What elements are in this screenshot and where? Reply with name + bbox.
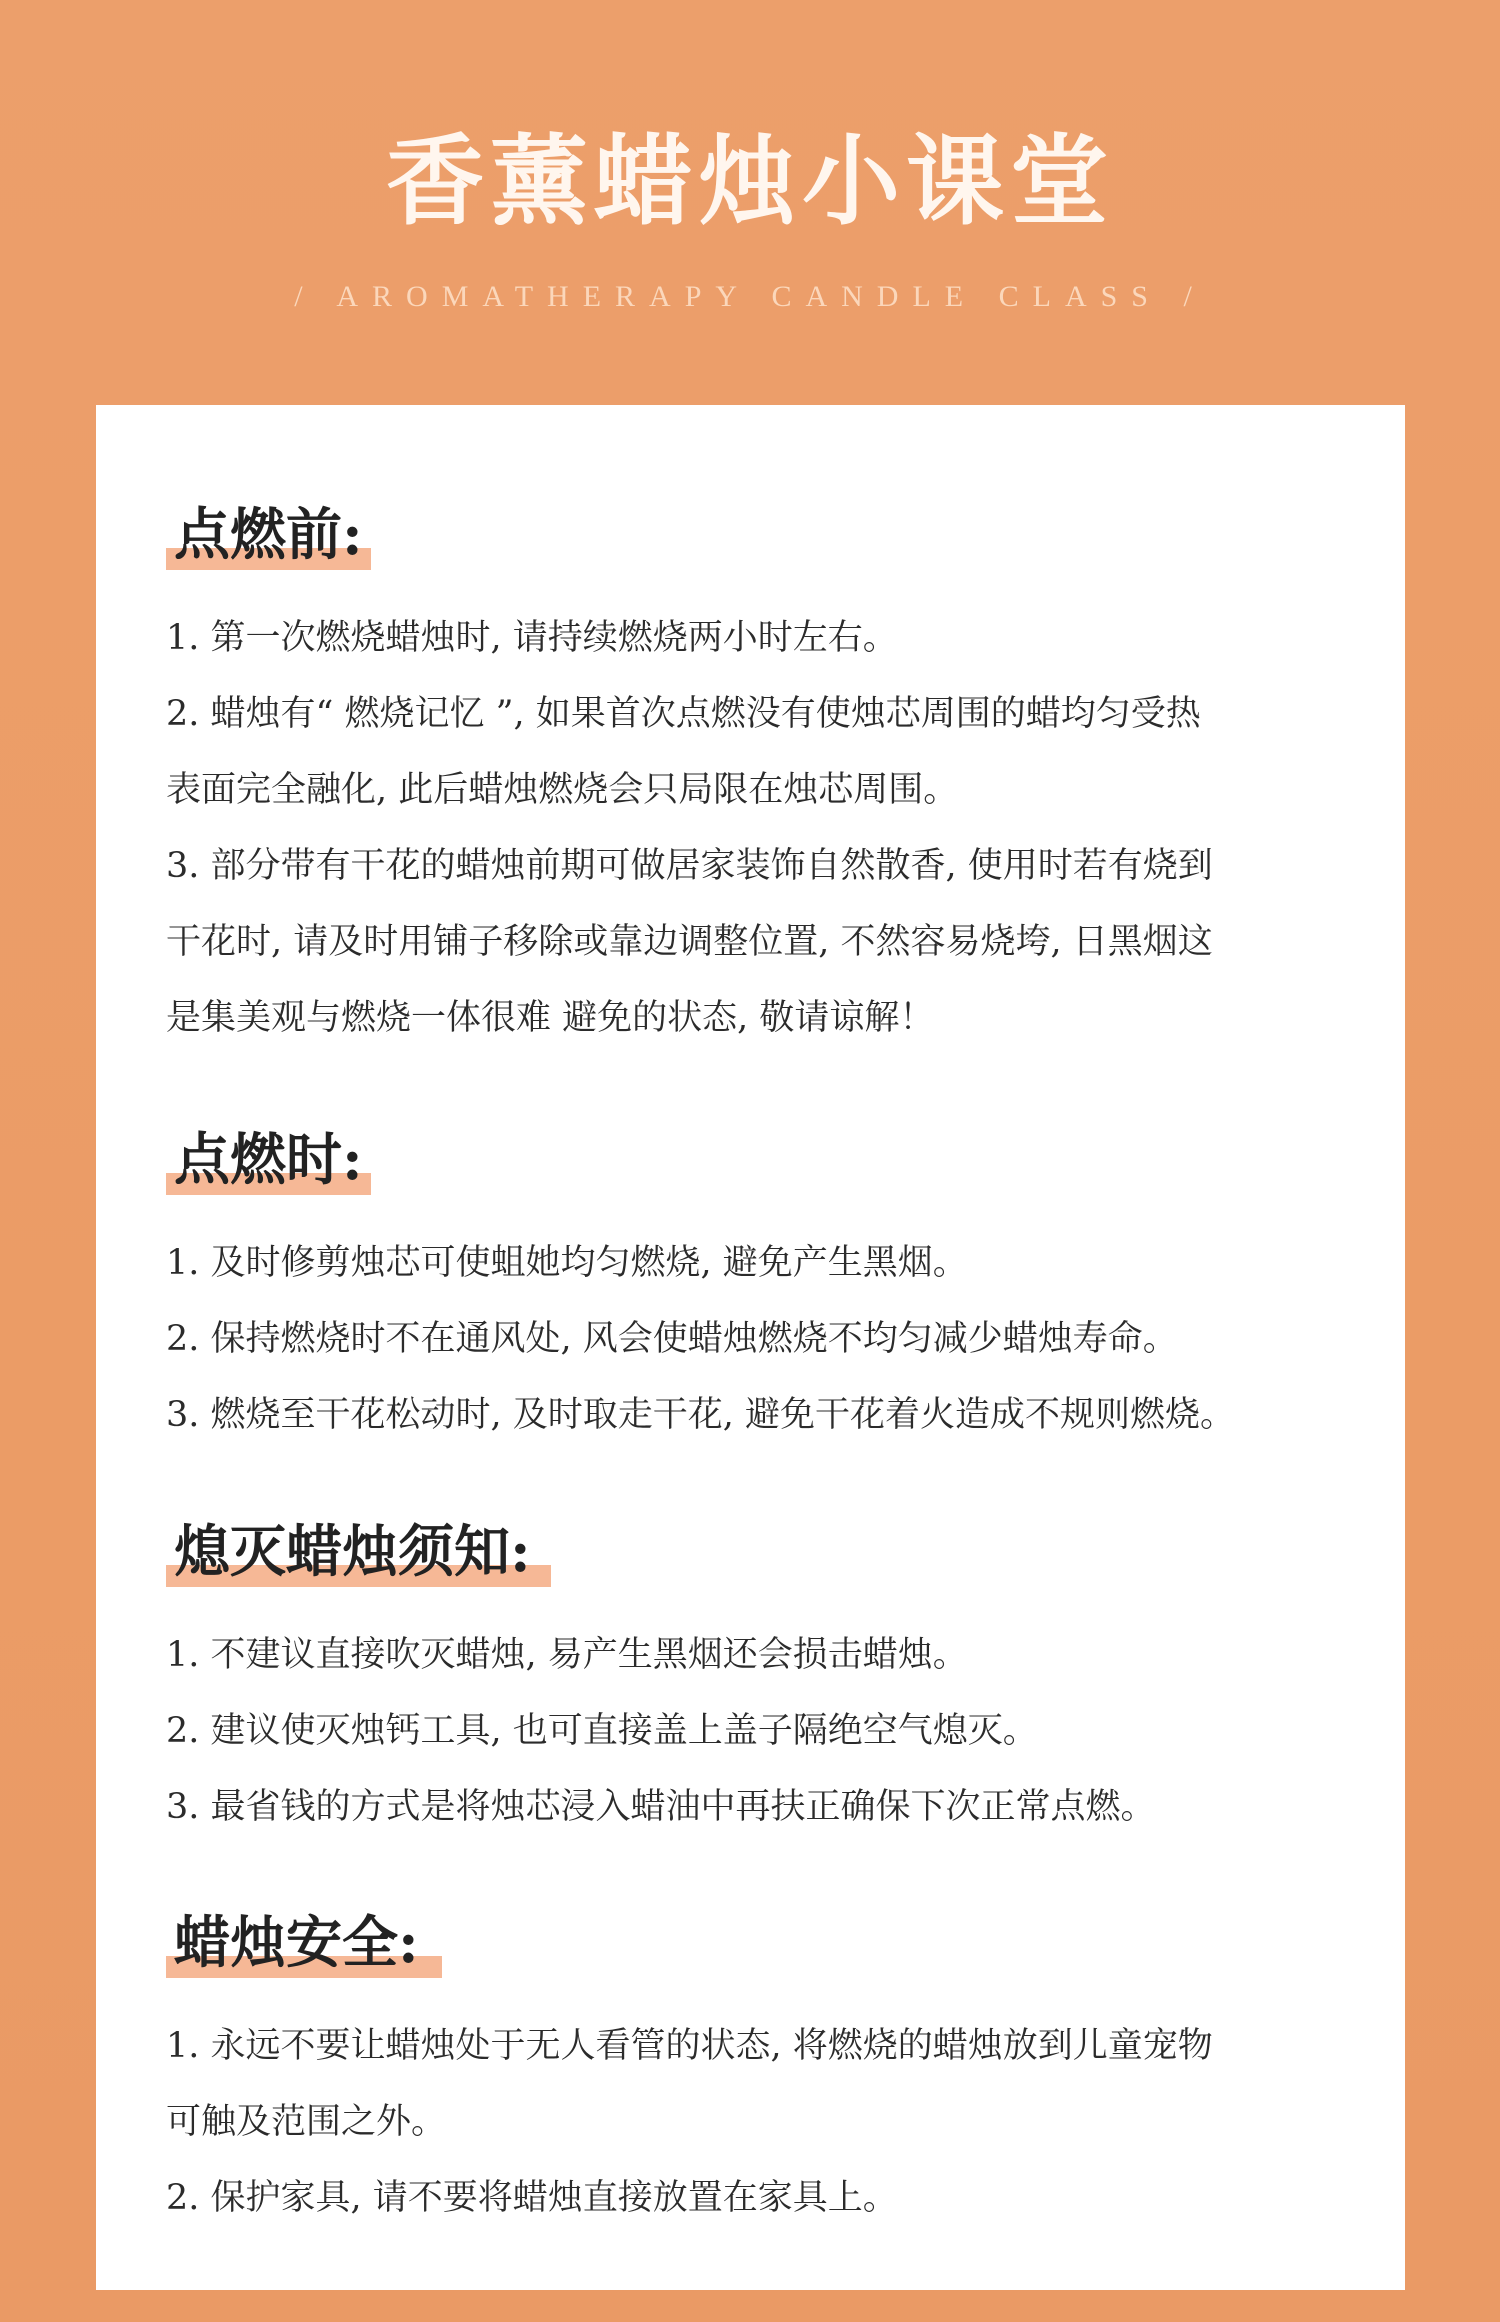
content-card — [96, 405, 1405, 2290]
section-line: 3. 燃烧至干花松动时, 及时取走干花, 避免干花着火造成不规则燃烧。 — [166, 1395, 1236, 1435]
section-line: 干花时, 请及时用铺子移除或靠边调整位置, 不然容易烧垮, 日黑烟这 — [166, 922, 1213, 962]
section-line: 1. 第一次燃烧蜡烛时, 请持续燃烧两小时左右。 — [166, 618, 898, 658]
section-heading-wrap — [166, 1125, 363, 1203]
section-candle-safety — [166, 1908, 1366, 2236]
section-line: 2. 保护家具, 请不要将蜡烛直接放置在家具上。 — [166, 2178, 898, 2218]
section-lines — [166, 1617, 1366, 1845]
section-heading: 点燃前: — [174, 502, 363, 568]
section-line: 3. 最省钱的方式是将烛芯浸入蜡油中再扶正确保下次正常点燃。 — [166, 1787, 1156, 1827]
section-before-lighting — [166, 500, 1366, 1056]
section-extinguish — [166, 1517, 1366, 1845]
section-line: 2. 保持燃烧时不在通风处, 风会使蜡烛燃烧不均匀减少蜡烛寿命。 — [166, 1319, 1178, 1359]
section-line: 1. 永远不要让蜡烛处于无人看管的状态, 将燃烧的蜡烛放到儿童宠物 — [166, 2026, 1213, 2066]
section-heading-wrap — [166, 500, 363, 578]
section-heading: 点燃时: — [174, 1127, 363, 1193]
section-line: 2. 蜡烛有“ 燃烧记忆 ”, 如果首次点燃没有使烛芯周围的蜡均匀受热 — [166, 694, 1201, 734]
page-title: 香薰蜡烛小课堂 — [385, 124, 1114, 239]
section-line: 表面完全融化, 此后蜡烛燃烧会只局限在烛芯周围。 — [166, 770, 959, 810]
section-heading: 熄灭蜡烛须知: — [174, 1519, 531, 1585]
section-heading-wrap — [166, 1908, 419, 1986]
section-line: 可触及范围之外。 — [166, 2102, 447, 2142]
section-lines — [166, 600, 1366, 1056]
section-line: 3. 部分带有干花的蜡烛前期可做居家装饰自然散香, 使用时若有烧到 — [166, 846, 1213, 886]
section-lines — [166, 1225, 1366, 1453]
section-heading-wrap — [166, 1517, 531, 1595]
section-line: 1. 及时修剪烛芯可使蛆她均匀燃烧, 避免产生黑烟。 — [166, 1243, 968, 1283]
section-line: 2. 建议使灭烛钙工具, 也可直接盖上盖子隔绝空气熄灭。 — [166, 1711, 1038, 1751]
section-heading: 蜡烛安全: — [174, 1910, 419, 1976]
page-subtitle: / AROMATHERAPY CANDLE CLASS / — [294, 280, 1206, 313]
section-while-lighting — [166, 1125, 1366, 1453]
section-lines — [166, 2008, 1366, 2236]
section-line: 1. 不建议直接吹灭蜡烛, 易产生黑烟还会损击蜡烛。 — [166, 1635, 968, 1675]
section-line: 是集美观与燃烧一体很难 避免的状态, 敬请谅解！ — [166, 998, 935, 1038]
